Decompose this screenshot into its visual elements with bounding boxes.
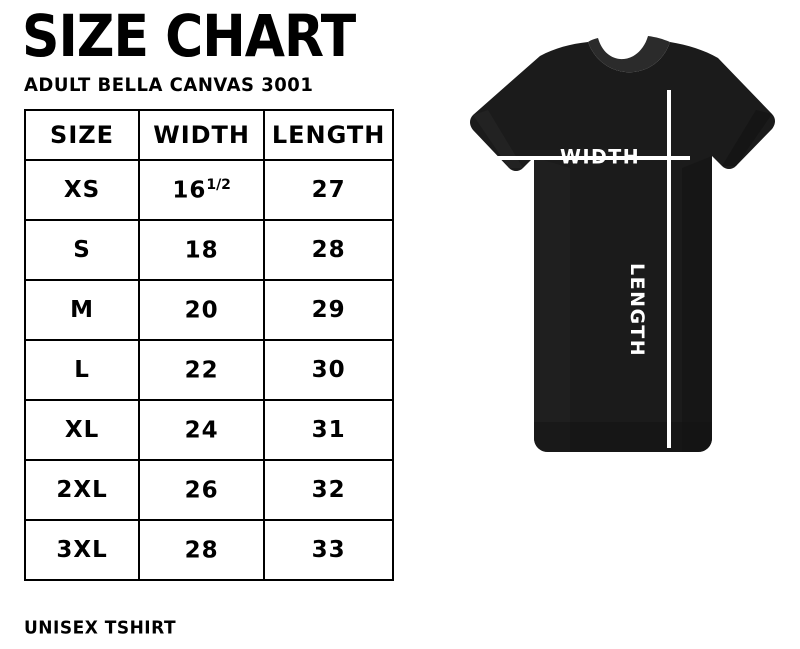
table-row — [25, 160, 393, 220]
cell-width-value: 24 — [184, 417, 219, 444]
cell-width-value: 22 — [184, 357, 219, 384]
column-header-width: WIDTH — [139, 110, 264, 160]
left-column — [22, 3, 412, 581]
table-header-row — [25, 110, 393, 160]
table-row — [25, 520, 393, 580]
cell-length: 33 — [264, 520, 393, 580]
column-header-length: LENGTH — [264, 110, 393, 160]
column-header-size: SIZE — [25, 110, 139, 160]
length-label: LENGTH — [626, 263, 648, 358]
tshirt-icon — [420, 18, 790, 618]
page-title: SIZE CHART — [22, 3, 356, 71]
cell-size: XL — [25, 400, 139, 460]
cell-length: 30 — [264, 340, 393, 400]
table-row — [25, 340, 393, 400]
cell-size: M — [25, 280, 139, 340]
cell-width — [139, 340, 264, 400]
width-label: WIDTH — [560, 145, 641, 169]
cell-length: 28 — [264, 220, 393, 280]
tshirt-illustration — [420, 18, 790, 618]
cell-length: 32 — [264, 460, 393, 520]
cell-width-value: 26 — [184, 477, 219, 504]
page-subtitle: ADULT BELLA CANVAS 3001 — [24, 74, 314, 97]
cell-width — [139, 400, 264, 460]
cell-width-value: 18 — [184, 237, 219, 264]
cell-size: XS — [25, 160, 139, 220]
cell-length: 27 — [264, 160, 393, 220]
cell-width — [139, 460, 264, 520]
cell-width — [139, 220, 264, 280]
table-row — [25, 460, 393, 520]
cell-width-value: 28 — [184, 537, 219, 564]
cell-size: S — [25, 220, 139, 280]
cell-length: 31 — [264, 400, 393, 460]
cell-size: 2XL — [25, 460, 139, 520]
cell-width — [139, 280, 264, 340]
table-row — [25, 220, 393, 280]
cell-length: 29 — [264, 280, 393, 340]
cell-width — [139, 160, 264, 220]
cell-width — [139, 520, 264, 580]
footer-note: UNISEX TSHIRT — [24, 618, 177, 639]
table-row — [25, 280, 393, 340]
table-row — [25, 400, 393, 460]
cell-width-fraction: 1/2 — [206, 176, 231, 193]
size-chart-table — [24, 109, 394, 581]
cell-size: 3XL — [25, 520, 139, 580]
cell-size: L — [25, 340, 139, 400]
cell-width-value: 16 — [172, 177, 207, 204]
cell-width-value: 20 — [184, 297, 219, 324]
